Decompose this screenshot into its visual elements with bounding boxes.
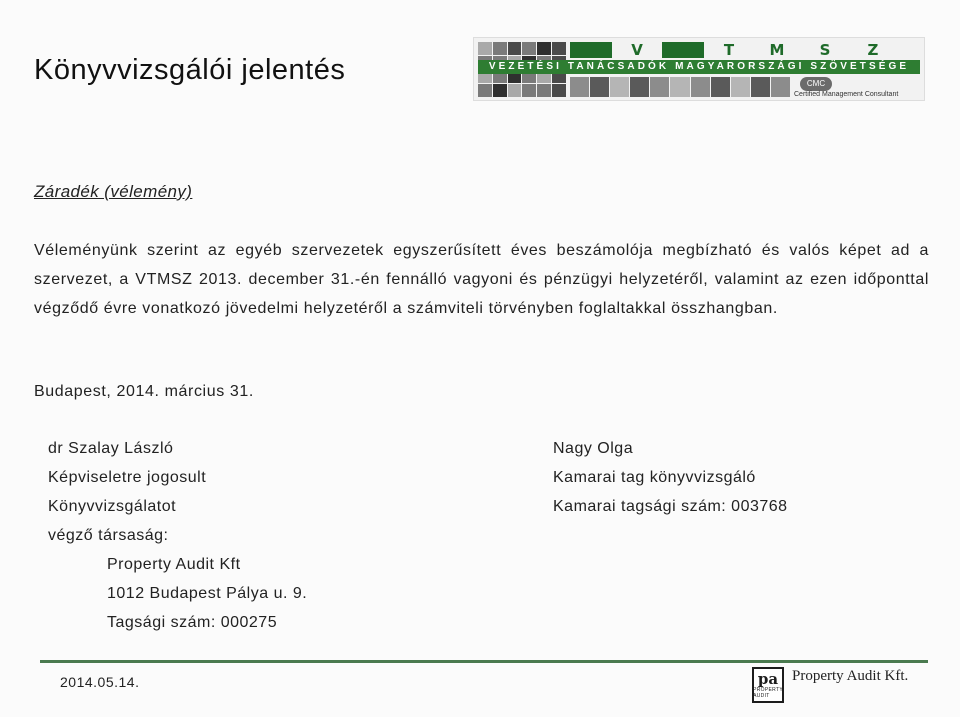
vtmsz-logo [473,37,925,101]
logo-letter: M [769,41,785,59]
signatory-name: Nagy Olga [553,440,634,457]
signatory-role: Kamarai tag könyvvizsgáló [553,469,756,486]
logo-monogram: pa [757,670,779,688]
footer-company-name: Property Audit Kft. [792,668,909,684]
logo-letters [570,42,896,58]
cmc-caption: Certified Management Consultant [794,91,899,98]
signatory-line: végző társaság: [48,527,169,544]
logo-letter: Z [867,41,879,59]
logo-letter: S [819,41,831,59]
signature-block-left [48,434,307,637]
signatory-line: Könyvvizsgálatot [48,498,177,515]
audit-company-name: Property Audit Kft [107,556,241,573]
section-subtitle: Záradék (vélemény) [34,182,193,201]
signatory-member-number: Kamarai tagsági szám: 003768 [553,498,788,515]
page-title: Könyvvizsgálói jelentés [34,54,346,86]
signature-block-right [553,434,788,521]
footer-divider [40,660,928,663]
logo-letter: V [631,41,643,59]
place-and-date: Budapest, 2014. március 31. [34,383,254,400]
property-audit-logo [752,667,784,703]
audit-company-member-number: Tagsági szám: 000275 [107,614,278,631]
cmc-badge: CMC [800,77,832,91]
logo-letter: T [723,41,735,59]
logo-caption: PROPERTY AUDIT [753,687,783,699]
logo-lower-mosaic [570,77,790,97]
logo-band-text: VEZETÉSI TANÁCSADÓK MAGYARORSZÁGI SZÖVETSÉGE [478,60,920,74]
signatory-name: dr Szalay László [48,440,174,457]
opinion-paragraph: Véleményünk szerint az egyéb szervezetek egyszerűsített éves beszámolója megbízható és valós képet ad a szervezet, a VTMSZ 2013. december 31.-én fennálló vagyoni és pénzügyi helyzetéről, valamint az ezen időponttal végződő évre vonatkozó jövedelmi helyzetéről a számviteli törvényben foglaltakkal összhangban. [34,242,929,317]
signatory-role: Képviseletre jogosult [48,469,207,486]
audit-company-address: 1012 Budapest Pálya u. 9. [107,585,308,602]
footer-date: 2014.05.14. [60,674,140,690]
